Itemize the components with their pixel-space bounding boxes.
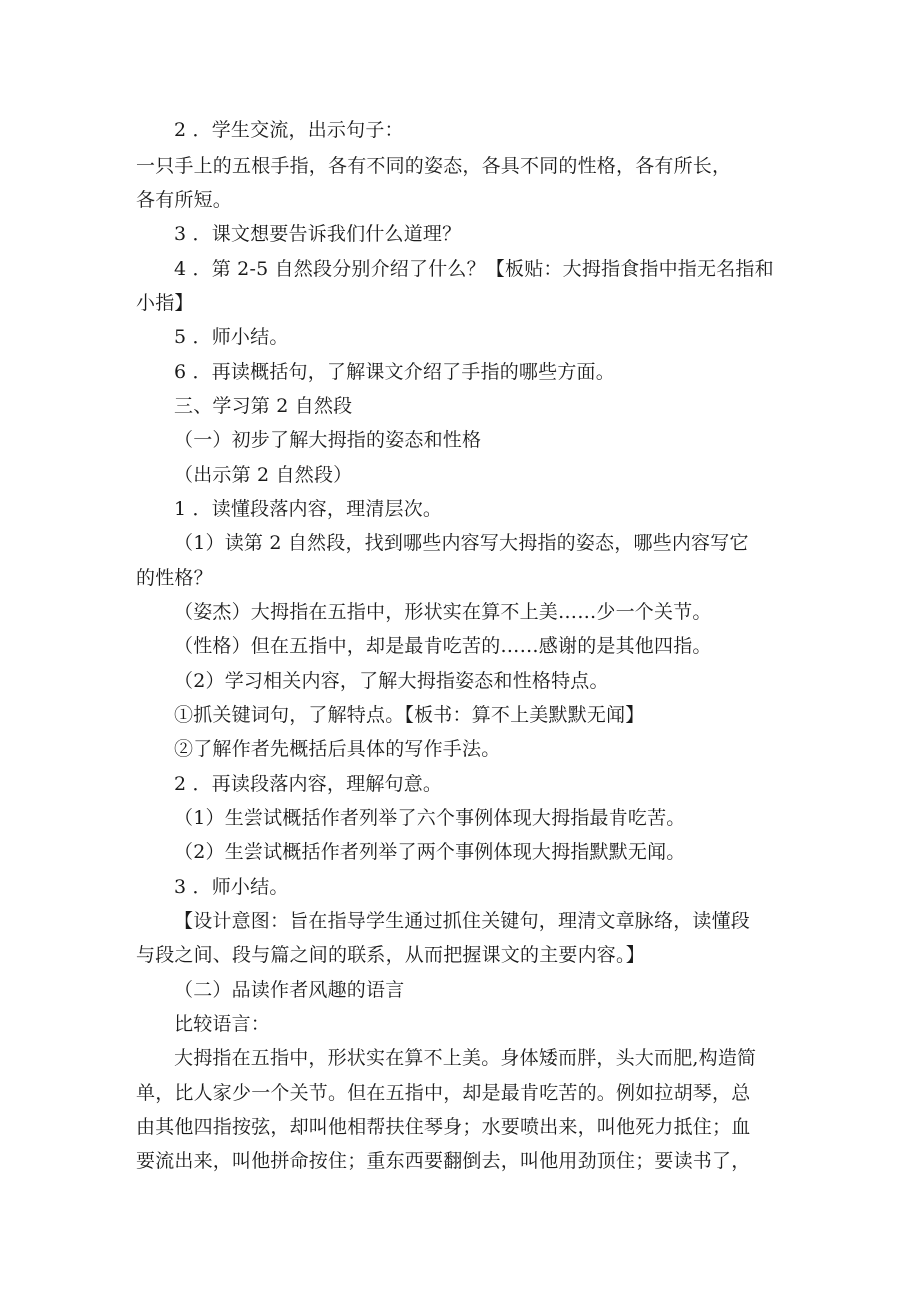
character-note: （性格）但在五指中，却是最肯吃苦的……感谢的是其他四指。 [174,635,712,657]
compare-label: 比较语言： [174,1013,271,1035]
excerpt-line-2: 单，比人家少一个关节。但在五指中，却是最肯吃苦的。例如拉胡琴，总 [136,1082,751,1104]
list-item-2: 2 ．学生交流，出示句子： [174,119,404,141]
step-1-sub-1: （1）读第 2 自然段，找到哪些内容写大拇指的姿态，哪些内容写它 [174,532,749,554]
excerpt-line-1: 大拇指在五指中，形状实在算不上美。身体矮而胖，头大而肥,构造简 [174,1047,757,1069]
subsection-heading-2: （二）品读作者风趣的语言 [174,979,405,1001]
quoted-sentence: 一只手上的五根手指，各有不同的姿态，各具不同的性格，各有所长， [136,155,732,177]
circled-point-1: ①抓关键词句，了解特点。【板书：算不上美默默无闻】 [174,704,645,726]
excerpt-line-3: 由其他四指按弦，却叫他相帮扶住琴身；水要喷出来，叫他死力抵住；血 [136,1116,751,1138]
display-paragraph-note: （出示第 2 自然段） [174,464,353,486]
section-heading-3: 三、学习第 2 自然段 [174,395,353,417]
design-intent-cont: 与段之间、段与篇之间的联系，从而把握课文的主要内容。】 [136,944,645,966]
excerpt-line-4: 要流出来，叫他拼命按住；重东西要翻倒去，叫他用劲顶住；要读书了， [136,1150,751,1172]
step-2-sub-1: （1）生尝试概括作者列举了六个事例体现大拇指最肯吃苦。 [174,807,686,829]
list-item-5: 5 ．师小结。 [174,326,289,348]
design-intent: 【设计意图：旨在指导学生通过抓住关键句，理清文章脉络，读懂段 [174,910,751,932]
step-2-sub-2: （2）生尝试概括作者列举了两个事例体现大拇指默默无闻。 [174,841,686,863]
step-1-sub-1-cont: 的性格？ [136,567,213,589]
list-item-4: 4 ．第 2-5 自然段分别介绍了什么？【板贴：大拇指食指中指无名指和 [174,258,774,280]
step-1-sub-2: （2）学习相关内容，了解大拇指姿态和性格特点。 [174,670,609,692]
list-item-3: 3 ．课文想要告诉我们什么道理？ [174,223,462,245]
list-item-4-cont: 小指】 [136,292,194,314]
step-1: 1 ．读懂段落内容，理清层次。 [174,498,443,520]
step-3: 3 ．师小结。 [174,876,289,898]
posture-note: （姿杰）大拇指在五指中，形状实在算不上美……少一个关节。 [174,601,712,623]
step-2: 2 ．再读段落内容，理解句意。 [174,773,443,795]
list-item-6: 6 ．再读概括句，了解课文介绍了手指的哪些方面。 [174,361,615,383]
circled-point-2: ②了解作者先概括后具体的写作手法。 [174,738,501,760]
subsection-heading-1: （一）初步了解大拇指的姿态和性格 [174,429,482,451]
quoted-sentence-cont: 各有所短。 [136,189,233,211]
